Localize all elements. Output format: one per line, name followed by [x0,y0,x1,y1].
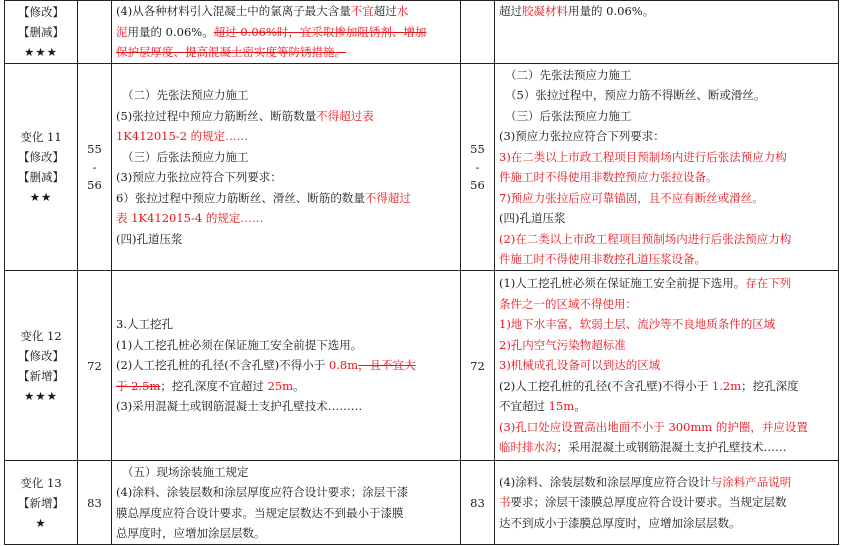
new-content-line [499,437,834,458]
old-page-number-part: 55 [87,142,102,156]
new-content-text-run: 要求；涂层干漆膜总厚度应符合设计要求。当规定层数 [510,495,787,510]
old-content-line [116,229,456,250]
old-content-text-run: (5)张拉过程中预应力筋断丝、断筋数量 [116,108,317,123]
old-content-text-run: 水 [396,4,409,18]
old-content-text-run: 6）张拉过程中预应力筋断丝、滑丝、断筋的数量 [116,190,365,205]
new-content-line [499,396,834,417]
new-content-text-run: 临时排水沟 [499,440,557,455]
old-content-line [116,208,456,229]
old-content-line [116,482,456,503]
old-content-text-run: 超过 0.06%时，宜采取掺加阻锈剂、增加 [213,24,427,39]
old-content-text-run: 1K412015-2 的规定…… [116,129,249,143]
old-content-text-run: ；挖孔深度不宜超过 [160,378,268,393]
old-content-cell [112,64,461,271]
old-page-cell [78,64,112,271]
old-content-line [116,523,456,544]
new-content-text-run: 。 [574,399,586,414]
new-content-text-run: 用量的 0.06%。 [568,4,655,18]
new-page-cell [461,271,495,461]
importance-stars: ★★ [29,190,53,204]
new-content-line [499,249,834,270]
new-content-line [499,208,834,229]
new-page-number-part: 72 [470,358,485,373]
old-content-line [116,188,456,209]
old-content-line [116,42,456,63]
old-content-text-run: (4)涂料、涂装层数和涂层厚度应符合设计要求；涂层干漆 [116,485,409,499]
old-content-text-run: 膜总厚度应符合设计要求。当规定层数达不到最小于漆膜 [116,505,404,520]
new-content-text-run: (3)孔口处应设置高出地面不小于 300mm 的护圈，并应设置 [499,419,808,434]
new-content-line [499,147,834,168]
new-content-line [499,417,834,438]
old-content-text-run: 不宜 [350,4,374,18]
new-content-line [499,492,834,513]
new-content-line [499,513,834,534]
change-label-cell [5,271,78,461]
old-content-cell [112,461,461,545]
new-content-text-run: 1.2m [711,378,742,393]
change-label-cell [5,1,78,64]
change-label: 【删减】 [18,170,64,184]
old-content-line [116,126,456,147]
new-content-line [499,355,834,376]
new-content-text-run: 条件之一的区域不得使用： [499,296,637,311]
importance-stars: ★ [35,515,47,530]
new-page-cell [461,64,495,271]
old-content-text-run: 不得超过 [364,190,411,205]
old-content-text-run: (3)采用混凝土或钢筋混凝土支护孔壁技术……… [116,399,363,414]
new-content-line [499,126,834,147]
new-content-text-run: 15m [548,399,575,414]
table-row [5,64,839,271]
new-content-text-run: 与涂料产品说明 [710,474,792,489]
old-content-text-run: 25m [267,378,294,393]
old-content-text-run: (2)人工挖孔桩的孔径(不含孔壁)不得小于 [116,358,329,373]
new-content-line [499,294,834,315]
change-label: 变化 11 [20,130,62,144]
old-content-line [116,376,456,397]
new-content-text-run: 达不到成小于漆膜总厚度时，应增加涂层层数。 [499,515,741,530]
new-content-line [499,335,834,356]
change-label: 【修改】 [18,150,64,164]
new-content-cell [495,271,839,461]
old-content-text-run: ，且不宜大 [358,358,416,373]
table-row [5,461,839,545]
old-page-cell [78,461,112,545]
old-content-text-run: (4)从各种材料引入混凝土中的氯离子最大含量 [116,4,351,18]
old-content-text-run: （五）现场涂装施工规定 [122,464,249,479]
old-content-text-run: （二）先张法预应力施工 [122,88,249,102]
new-content-text-run: ；采用混凝土或钢筋混凝土支护孔壁技术…… [556,440,787,455]
new-content-text-run: 1)地下水丰富，软弱土层、流沙等不良地质条件的区域 [499,317,776,332]
comparison-table [4,0,839,545]
new-content-line [499,65,834,86]
new-page-number-part: 56 [470,178,485,192]
change-label: 【修改】 [18,5,64,19]
new-content-text-run: （二）先张法预应力施工 [505,67,632,82]
new-page-number-part: 83 [470,495,485,510]
old-content-line [116,503,456,524]
old-page-number-part: 72 [87,358,102,373]
old-content-text-run: （三）后张法预应力施工 [122,149,249,164]
new-content-text-run: (3)预应力张拉应符合下列要求： [499,129,665,143]
new-content-text-run: 胶凝材料 [522,4,568,18]
old-content-text-run: 表 1K412015-4 的规定…… [116,211,264,225]
new-content-line [499,376,834,397]
old-content-line [116,335,456,356]
change-label: 变化 13 [20,475,62,490]
importance-stars: ★★★ [24,388,58,403]
old-page-number-part: 83 [87,495,102,510]
new-content-line [499,229,834,250]
new-content-text-run: （5）张拉过程中，预应力筋不得断丝、断或滑丝。 [505,88,766,102]
change-label: 【删减】 [18,25,64,39]
old-content-line [116,167,456,188]
new-content-text-run: （三）后张法预应力施工 [505,108,632,123]
old-content-text-run: (1)人工挖孔桩必须在保证施工安全前提下选用。 [116,337,363,352]
old-content-line [116,22,456,43]
old-content-text-run: (四)孔道压浆 [116,231,183,246]
new-content-text-run: (四)孔道压浆 [499,211,566,225]
new-content-text-run: 3)在二类以上市政工程项目预制场内进行后张法预应力构 [499,149,787,164]
change-label-cell [5,64,78,271]
old-content-line [116,106,456,127]
old-content-text-run: 于 2.5m [116,378,161,393]
old-content-text-run: 超过 [373,4,397,18]
new-content-text-run: (2)人工挖孔桩的孔径(不含孔壁)不得小于 [499,378,712,393]
old-content-text-run: (3)预应力张拉应符合下列要求： [116,170,282,184]
old-content-line [116,462,456,483]
old-content-line [116,396,456,417]
new-content-cell [495,64,839,271]
old-content-text-run: 保护层厚度、提高混凝土密实度等防锈措施。 [116,45,346,59]
old-content-line [116,85,456,106]
importance-stars: ★★★ [24,45,58,59]
new-content-text-run: (4)涂料、涂装层数和涂层厚度应符合设计 [499,474,711,489]
old-page-number-part: - [92,160,97,174]
new-content-line [499,472,834,493]
new-content-line [499,85,834,106]
new-page-number-part: 55 [470,142,485,156]
new-content-text-run: 件施工时不得使用非数控预应力张拉设备。 [499,170,718,184]
change-label: 【修改】 [18,348,64,363]
table-row [5,271,839,461]
old-content-text-run: 不得超过表 [316,108,374,123]
new-content-text-run: (1)人工挖孔桩必须在保证施工安全前提下选用。 [499,276,746,291]
new-content-line [499,106,834,127]
new-content-text-run: (2)在二类以上市政工程项目预制场内进行后张法预应力构 [499,231,792,246]
change-label: 变化 12 [20,328,62,343]
new-content-text-run: 超过 [499,4,522,18]
new-content-cell [495,1,839,64]
old-content-cell [112,1,461,64]
change-label: 【新增】 [18,495,64,510]
old-content-line [116,1,456,22]
old-content-cell [112,271,461,461]
new-content-text-run: 2)孔内空气污染物超标准 [499,337,626,352]
new-content-line [499,188,834,209]
new-page-cell [461,1,495,64]
old-content-line [116,355,456,376]
new-content-text-run: 7)预应力张拉后应可靠锚固，且不应有断丝或滑丝。 [499,190,764,205]
old-page-cell [78,1,112,64]
old-content-text-run: 。 [293,378,305,393]
old-content-line [116,147,456,168]
old-page-number-part: 56 [87,178,102,192]
old-content-text-run: 总厚度时，应增加涂层层数。 [116,526,266,540]
old-content-line [116,314,456,335]
old-content-text-run: 3.人工挖孔 [116,317,173,332]
new-content-cell [495,461,839,545]
new-content-line [499,273,834,294]
new-page-cell [461,461,495,545]
old-page-cell [78,271,112,461]
new-content-text-run: 书 [499,495,511,510]
old-content-text-run: 用量的 0.06%。 [127,24,214,39]
new-content-line [499,1,834,22]
change-label: 【新增】 [18,368,64,383]
new-content-text-run: 3)机械成孔设备可以到达的区域 [499,358,661,373]
new-content-line [499,314,834,335]
old-content-text-run: 泥 [116,24,128,39]
old-content-text-run: 0.8m [328,358,359,373]
table-row [5,1,839,64]
new-content-text-run: 存在下列 [745,276,792,291]
new-page-number-part: - [475,160,480,174]
change-label-cell [5,461,78,545]
new-content-line [499,167,834,188]
new-content-text-run: 件施工时不得使用非数控孔道压浆设备。 [499,252,706,266]
new-content-text-run: ；挖孔深度 [741,378,799,393]
new-content-text-run: 不宜超过 [499,399,549,414]
